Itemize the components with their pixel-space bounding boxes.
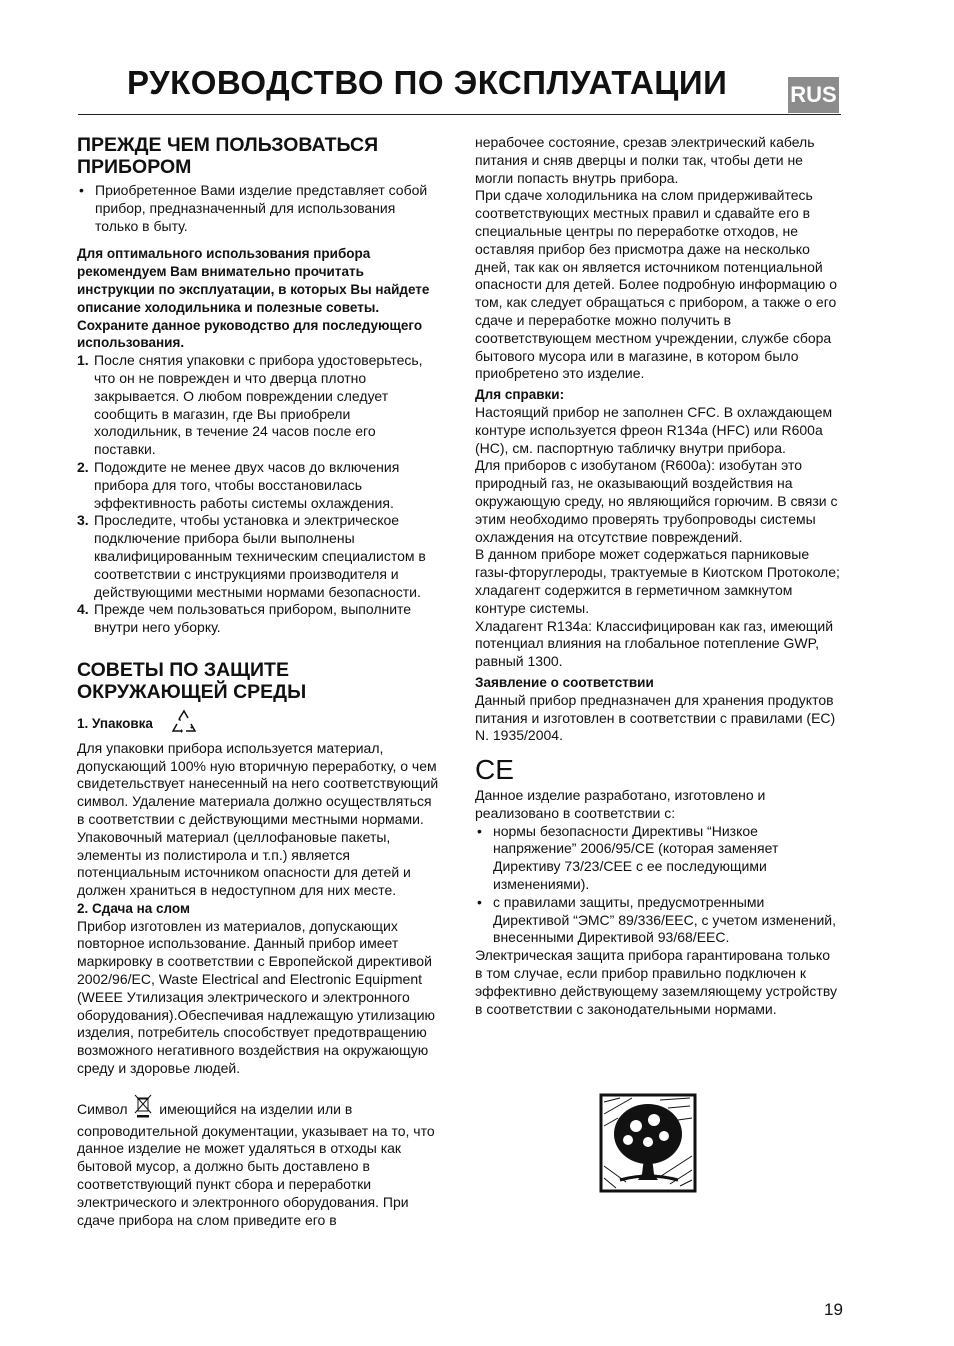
step-item [77, 512, 441, 601]
title-divider [78, 114, 841, 115]
page-title: РУКОВОДСТВО ПО ЭКСПЛУАТАЦИИ [127, 64, 728, 101]
bullet-icon: • [477, 893, 482, 910]
grounding-text: Электрическая защита прибора гарантирована только в том случае, если прибор правильно подключен к эффективно действующему заземляющему устройству в соответствии с законодательными нормами. [475, 947, 837, 1017]
steps-list [77, 352, 441, 637]
step-text: После снятия упаковки с прибора удостоверьтесь, что он не поврежден и что дверца плотно закрывается. О любом повреждении следует сообщить в магазин, где Вы приобрели холодильник, в течение 24 часов после его поставки. [94, 352, 423, 458]
section-title-before-use: ПРЕЖДЕ ЧЕМ ПОЛЬЗОВАТЬСЯ ПРИБОРОМ [77, 134, 379, 178]
directive-text: с правилами защиты, предусмотренными Директивой “ЭМС” 89/336/EEC, с учетом изменений, внесенными Директивой 93/68/EEC. [493, 893, 836, 946]
step-text: Подождите не менее двух часов до включения прибора для того, чтобы восстановилась эффективность работы системы охлаждения. [94, 458, 400, 511]
conformity-heading: Заявление о соответствии [475, 674, 654, 690]
environment-tree-logo [598, 1092, 698, 1199]
crossed-bin-icon [134, 1094, 152, 1123]
conformity-text: Данный прибор предназначен для хранения продуктов питания и изготовлен в соответствии с правилами (EC) N. 1935/2004. [475, 691, 836, 744]
packaging-heading-row [77, 709, 441, 740]
reference-heading: Для справки: [475, 387, 565, 403]
packaging-heading: 1. Упаковка [77, 716, 153, 732]
ce-mark: CE [475, 754, 514, 786]
packaging-text: Для упаковки прибора используется материал, допускающий 100% ную вторичную переработку, о чем свидетельствует нанесенный на него соответствующий символ. Удаление материала должно осуществляться в соответствии с действующими местными нормами. Упаковочный материал (целлофановые пакеты, элементы из полистирола и т.п.) является потенциальным источником опасности для детей и должен храниться в недоступном для них месте. [77, 739, 439, 899]
symbol-paragraph [77, 1094, 441, 1230]
directive-item [475, 823, 841, 894]
step-item [77, 601, 441, 637]
symbol-prefix: Символ [77, 1100, 128, 1117]
step-text: Прежде чем пользоваться прибором, выполните внутри него уборку. [94, 601, 412, 636]
directives-list [475, 823, 841, 948]
step-number: 2. [77, 458, 89, 475]
continuation-text: нерабочее состояние, срезав электрический кабель питания и сняв дверцы и полки так, чтобы дети не могли попасть внутрь прибора. [475, 134, 815, 186]
isobutane-text: Для приборов с изобутаном (R600a): изобутан это природный газ, не оказывающий воздействия на окружающую среду, но являющийся горючим. В связи с этим необходимо проверять трубопроводы системы охлаждения на отсутствие повреждений. [475, 457, 838, 545]
scrap-heading: 2. Сдача на слом [77, 900, 190, 916]
reference-text: Настоящий прибор не заполнен CFC. В охлаждающем контуре используется фреон R134a (HFC) или R600a (HC), см. паспортную табличку внутри прибора. [475, 403, 833, 456]
scrap-text: Прибор изготовлен из материалов, допускающих повторное использование. Данный прибор имеет маркировку в соответствии с Европейской директивой [77, 917, 432, 970]
step-text: Проследите, чтобы установка и электрическое подключение прибора были выполнены квалифицированным техническим специалистом в соответствии с инструкциями производителя и действующими местными нормами безопасности. [94, 512, 426, 600]
bullet-icon: • [79, 182, 84, 198]
directive-text: нормы безопасности Директивы “Низкое напряжение” 2006/95/CE (которая заменяет Директиву 73/23/CEE с ее последующими изменениями). [493, 822, 779, 893]
section-title-environment: СОВЕТЫ ПО ЗАЩИТЕ ОКРУЖАЮЩЕЙ СРЕДЫ [77, 658, 307, 703]
right-column [475, 134, 841, 1018]
ce-intro: Данное изделие разработано, изготовлено и реализовано в соответствии с: [475, 787, 766, 821]
scrap-rules-text: При сдаче холодильника на слом придерживайтесь соответствующих местных правил и сдавайте его в специальные центры по переработке отходов, не оставляя прибор без присмотра даже на несколько дней, так как он является источником потенциальной опасности для детей. Более подробную информацию о том, как следует обращаться с прибором, а также о его сдаче и переработке можно получить в соответствующем местном учреждении, службе сбора бытового мусора или в магазине, в котором было приобретено это изделие. [475, 187, 838, 382]
intro-bullet: • Приобретенное Вами изделие представляет собой прибор, предназначенный для использования только в быту. [79, 182, 428, 234]
step-number: 4. [77, 601, 89, 618]
symbol-text: имеющийся на изделии или в сопроводительной документации, указывает на то, что данное изделие не может удаляться в отходы как бытовой мусор, а должно быть доставлено в соответствующий пункт сбора и переработки электрического и электронного оборудования. При сдаче прибора на слом приведите его в [77, 1100, 435, 1228]
step-item [77, 352, 441, 459]
page-number: 19 [824, 1300, 843, 1319]
recycle-icon [169, 709, 199, 740]
step-number: 3. [77, 512, 89, 529]
fgas-text: В данном приборе может содержаться парниковые газы-фторуглероды, трактуемые в Киотском Протоколе; хладагент содержится в герметичном замкнутом контуре системы. [475, 546, 840, 616]
weee-text: 2002/96/EC, Waste Electrical and Electronic Equipment (WEEE Утилизация электрического и электронного оборудования).Обеспечивая надлежащую утилизацию изделия, потребитель способствует предотвращению возможного негативного воздействия на окружающую среду и здоровье людей. [77, 971, 436, 1077]
step-number: 1. [77, 352, 89, 369]
language-badge: RUS [788, 77, 839, 113]
recommendation-text: Для оптимального использования прибора рекомендуем Вам внимательно прочитать инструкции по эксплуатации, в которых Вы найдете описание холодильника и полезные советы. Сохраните данное руководство для последующего использования. [77, 246, 430, 351]
left-column [77, 134, 441, 1229]
bullet-icon: • [477, 822, 482, 839]
directive-item [475, 894, 841, 947]
r134a-text: Хладагент R134a: Классифицирован как газ, имеющий потенциал влияния на глобальное потепление GWP, равный 1300. [475, 617, 834, 670]
step-item [77, 459, 441, 512]
